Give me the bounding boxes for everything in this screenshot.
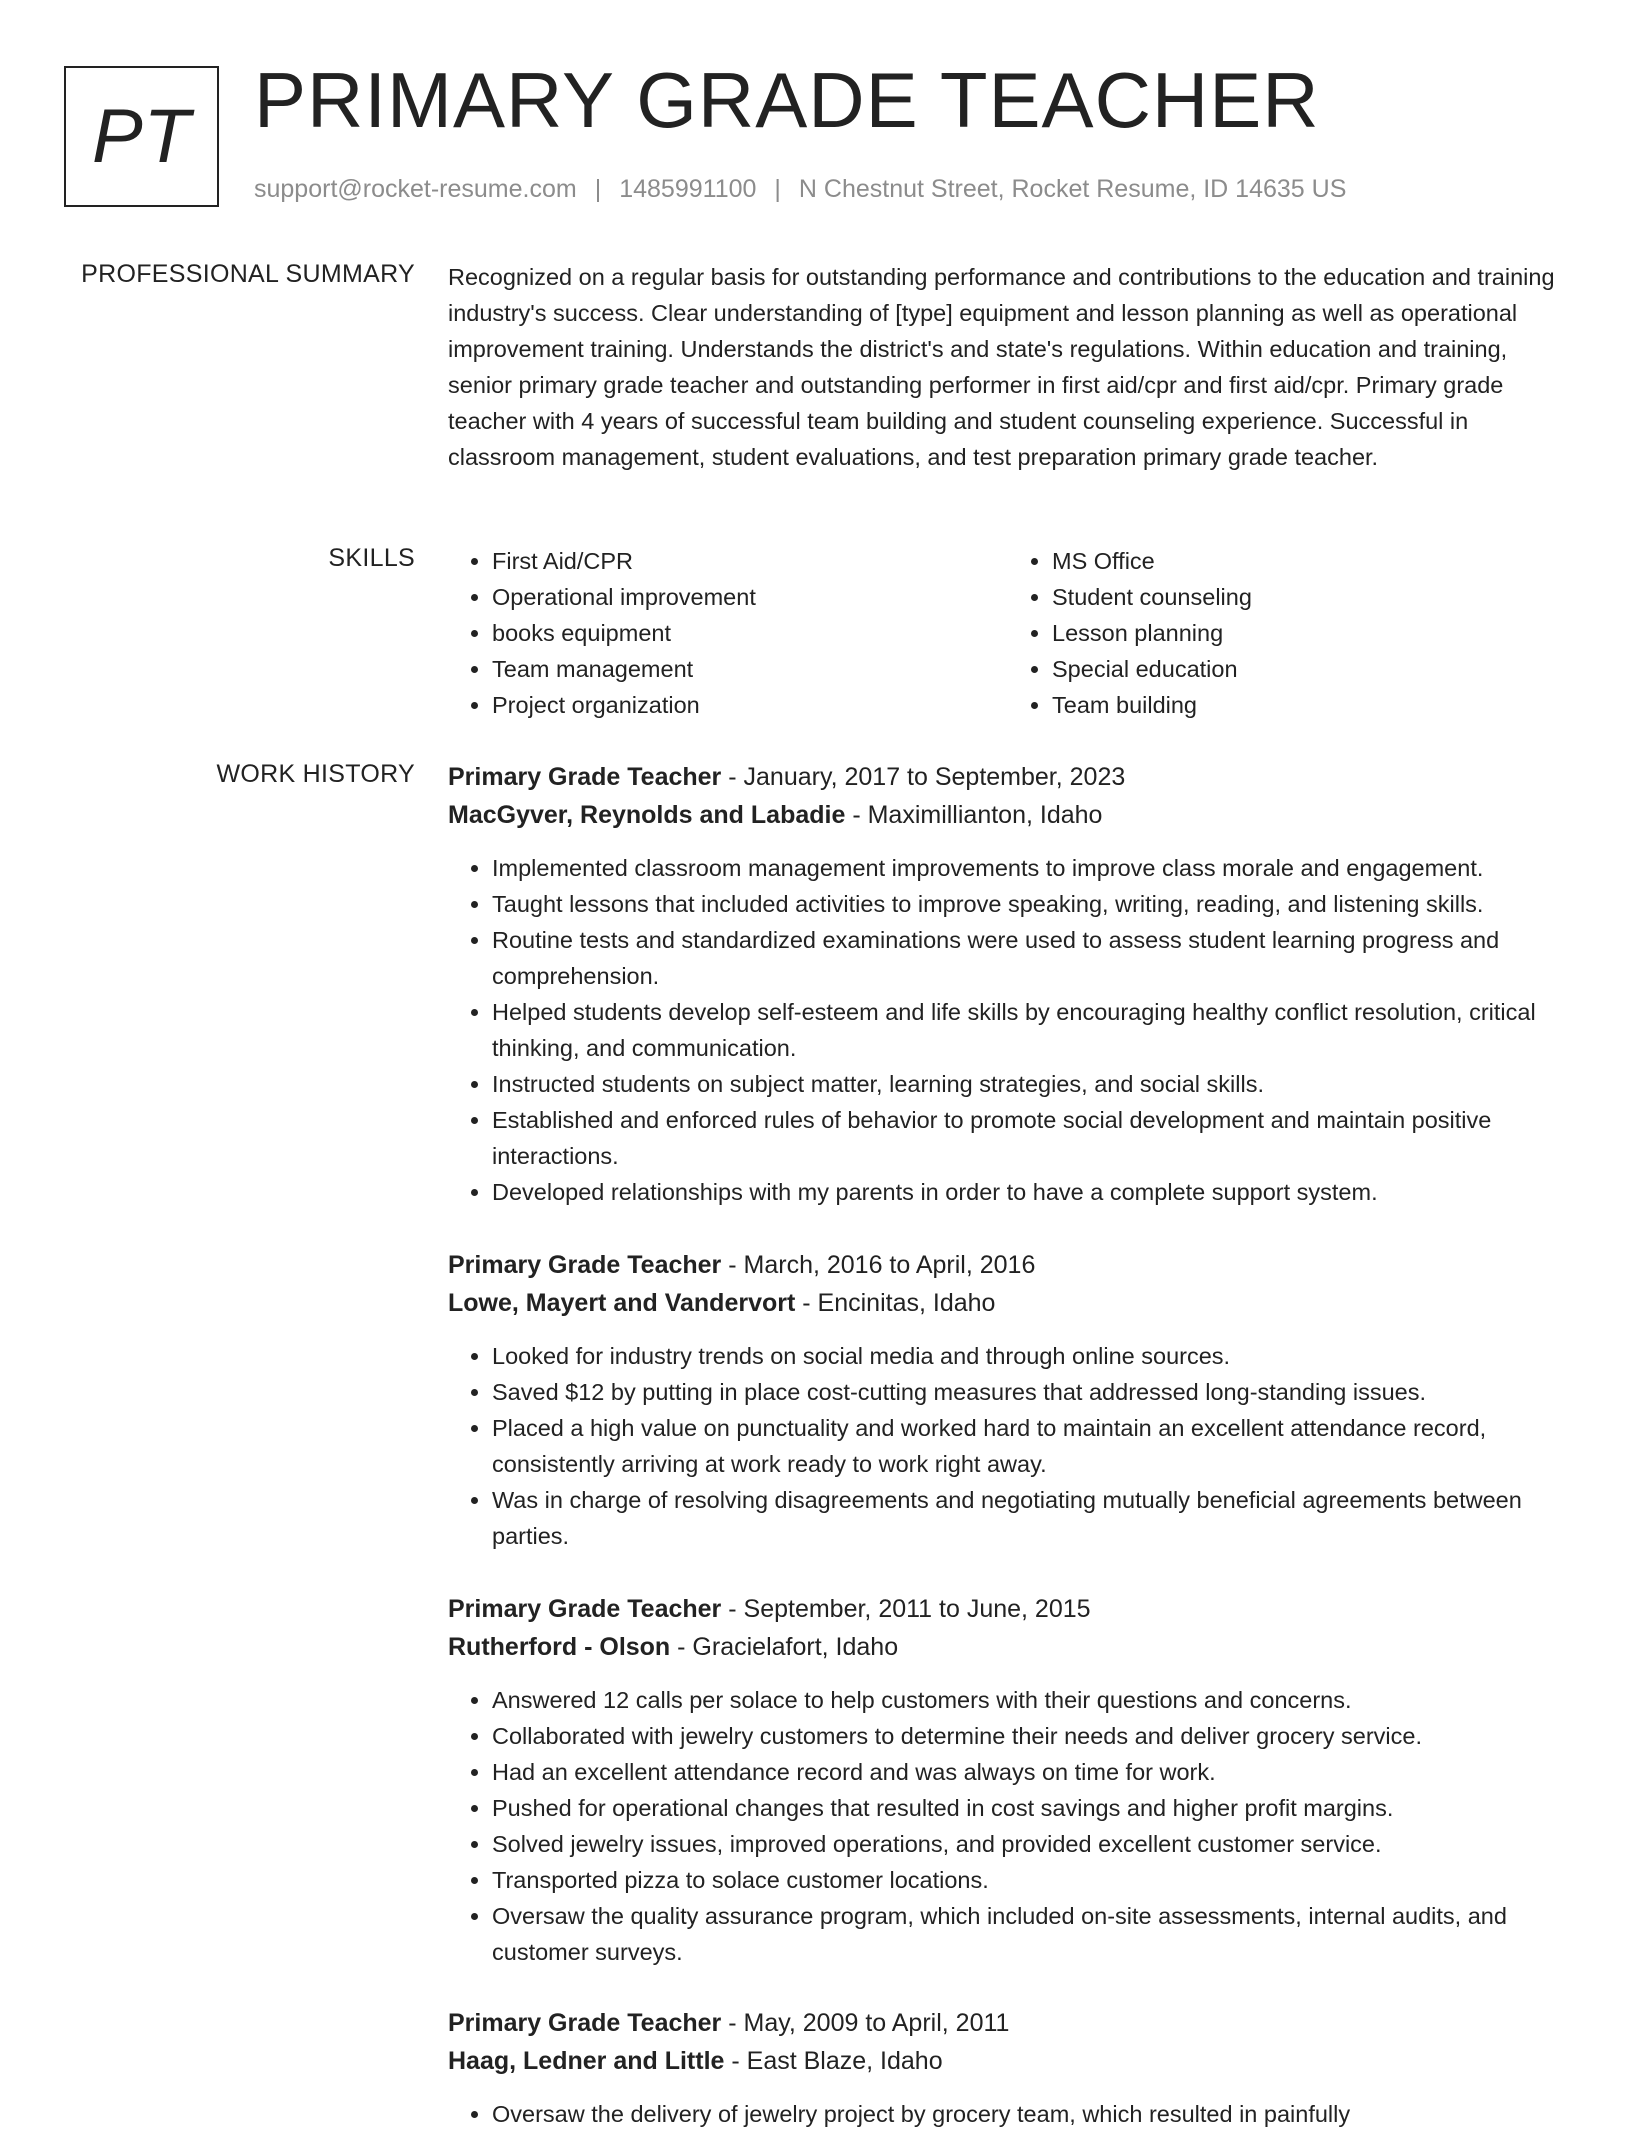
job-title: Primary Grade Teacher (448, 1251, 722, 1279)
skill-item: • Special education (1052, 651, 1568, 687)
skill-item: • First Aid/CPR (492, 543, 1008, 579)
skill-item: • MS Office (1052, 543, 1568, 579)
skill-item: • Team building (1052, 687, 1568, 723)
job-title-line (448, 758, 1568, 796)
job-bullets (448, 850, 1568, 1210)
contact-address: N Chestnut Street, Rocket Resume, ID 14635 US (798, 175, 1347, 203)
job-bullet: • Solved jewelry issues, improved operations, and provided excellent customer service. (492, 1826, 1568, 1862)
job-company: MacGyver, Reynolds and Labadie (448, 801, 846, 829)
job-dates: - March, 2016 to April, 2016 (721, 1251, 1036, 1279)
contact-phone: 1485991100 (619, 175, 757, 203)
job-title: Primary Grade Teacher (448, 2009, 722, 2037)
contact-separator: | (594, 175, 602, 203)
job-bullet: • Had an excellent attendance record and was always on time for work. (492, 1754, 1568, 1790)
job-title: Primary Grade Teacher (448, 1595, 722, 1623)
skills-section (448, 543, 1568, 723)
skills-column-2 (1008, 543, 1568, 723)
summary-section (448, 259, 1568, 475)
job-bullets (448, 1682, 1568, 1970)
job-entry (448, 1590, 1568, 1970)
skill-item: • books equipment (492, 615, 1008, 651)
monogram-box (64, 66, 219, 207)
job-company-line (448, 2042, 1568, 2080)
job-bullet: • Placed a high value on punctuality and worked hard to maintain an excellent attendance record, consistently arriving at work ready to work right away. (492, 1410, 1568, 1482)
job-location: - Gracielafort, Idaho (670, 1633, 899, 1661)
job-title-line (448, 1590, 1568, 1628)
job-location: - Encinitas, Idaho (795, 1289, 996, 1317)
job-bullet: • Was in charge of resolving disagreements and negotiating mutually beneficial agreements between parties. (492, 1482, 1568, 1554)
job-dates: - January, 2017 to September, 2023 (721, 763, 1126, 791)
job-entry (448, 1246, 1568, 1554)
job-bullet: • Looked for industry trends on social media and through online sources. (492, 1338, 1568, 1374)
skills-column-1 (448, 543, 1008, 723)
job-bullet: • Oversaw the delivery of jewelry project by grocery team, which resulted in painfully (492, 2096, 1568, 2132)
contact-separator: | (774, 175, 781, 203)
skill-item: • Lesson planning (1052, 615, 1568, 651)
job-location: - Maximillianton, Idaho (845, 801, 1103, 829)
job-dates: - May, 2009 to April, 2011 (721, 2009, 1010, 2037)
contact-line (254, 175, 1346, 204)
job-bullet: • Routine tests and standardized examinations were used to assess student learning progress and comprehension. (492, 922, 1568, 994)
job-bullet: • Pushed for operational changes that resulted in cost savings and higher profit margins. (492, 1790, 1568, 1826)
job-bullet: • Oversaw the quality assurance program, which included on-site assessments, internal audits, and customer surveys. (492, 1898, 1568, 1970)
job-company-line (448, 1628, 1568, 1666)
job-bullets (448, 1338, 1568, 1554)
job-bullet: • Helped students develop self-esteem and life skills by encouraging healthy conflict resolution, critical thinking, and communication. (492, 994, 1568, 1066)
job-bullet: • Established and enforced rules of behavior to promote social development and maintain positive interactions. (492, 1102, 1568, 1174)
job-bullet: • Implemented classroom management improvements to improve class morale and engagement. (492, 850, 1568, 886)
job-dates: - September, 2011 to June, 2015 (721, 1595, 1091, 1623)
contact-email: support@rocket-resume.com (254, 175, 577, 203)
job-bullet: • Answered 12 calls per solace to help customers with their questions and concerns. (492, 1682, 1568, 1718)
job-bullet: • Collaborated with jewelry customers to determine their needs and deliver grocery service. (492, 1718, 1568, 1754)
job-company: Lowe, Mayert and Vandervort (448, 1289, 796, 1317)
summary-text: Recognized on a regular basis for outstanding performance and contributions to the education and training industry's success. Clear understanding of [type] equipment and lesson planning as well as operational improvement training. Understands the district's and state's regulations. Within education and training, senior primary grade teacher and outstanding performer in first aid/cpr and first aid/cpr. Primary grade teacher with 4 years of successful team building and student counseling experience. Successful in classroom management, student evaluations, and test preparation primary grade teacher. (448, 264, 1555, 470)
skill-item: • Student counseling (1052, 579, 1568, 615)
job-title: Primary Grade Teacher (448, 763, 722, 791)
job-company: Haag, Ledner and Little (448, 2047, 725, 2075)
job-bullets (448, 2096, 1568, 2132)
skill-item: • Operational improvement (492, 579, 1008, 615)
skills-label: SKILLS (328, 544, 415, 572)
job-bullet: • Taught lessons that included activities to improve speaking, writing, reading, and listening skills. (492, 886, 1568, 922)
job-bullet: • Developed relationships with my parents in order to have a complete support system. (492, 1174, 1568, 1210)
work-history-label: WORK HISTORY (216, 760, 415, 788)
summary-label: PROFESSIONAL SUMMARY (81, 260, 415, 288)
skill-item: • Team management (492, 651, 1008, 687)
job-title-line (448, 2004, 1568, 2042)
job-entry (448, 758, 1568, 1210)
monogram-initials: PT (91, 94, 192, 179)
skill-item: • Project organization (492, 687, 1008, 723)
job-location: - East Blaze, Idaho (724, 2047, 943, 2075)
job-company-line (448, 796, 1568, 834)
job-title-line (448, 1246, 1568, 1284)
resume-title: PRIMARY GRADE TEACHER (254, 56, 1320, 144)
job-bullet: • Saved $12 by putting in place cost-cutting measures that addressed long-standing issues. (492, 1374, 1568, 1410)
job-bullet: • Instructed students on subject matter, learning strategies, and social skills. (492, 1066, 1568, 1102)
job-bullet: • Transported pizza to solace customer locations. (492, 1862, 1568, 1898)
job-company: Rutherford - Olson (448, 1633, 671, 1661)
job-company-line (448, 1284, 1568, 1322)
job-entry (448, 2004, 1568, 2132)
